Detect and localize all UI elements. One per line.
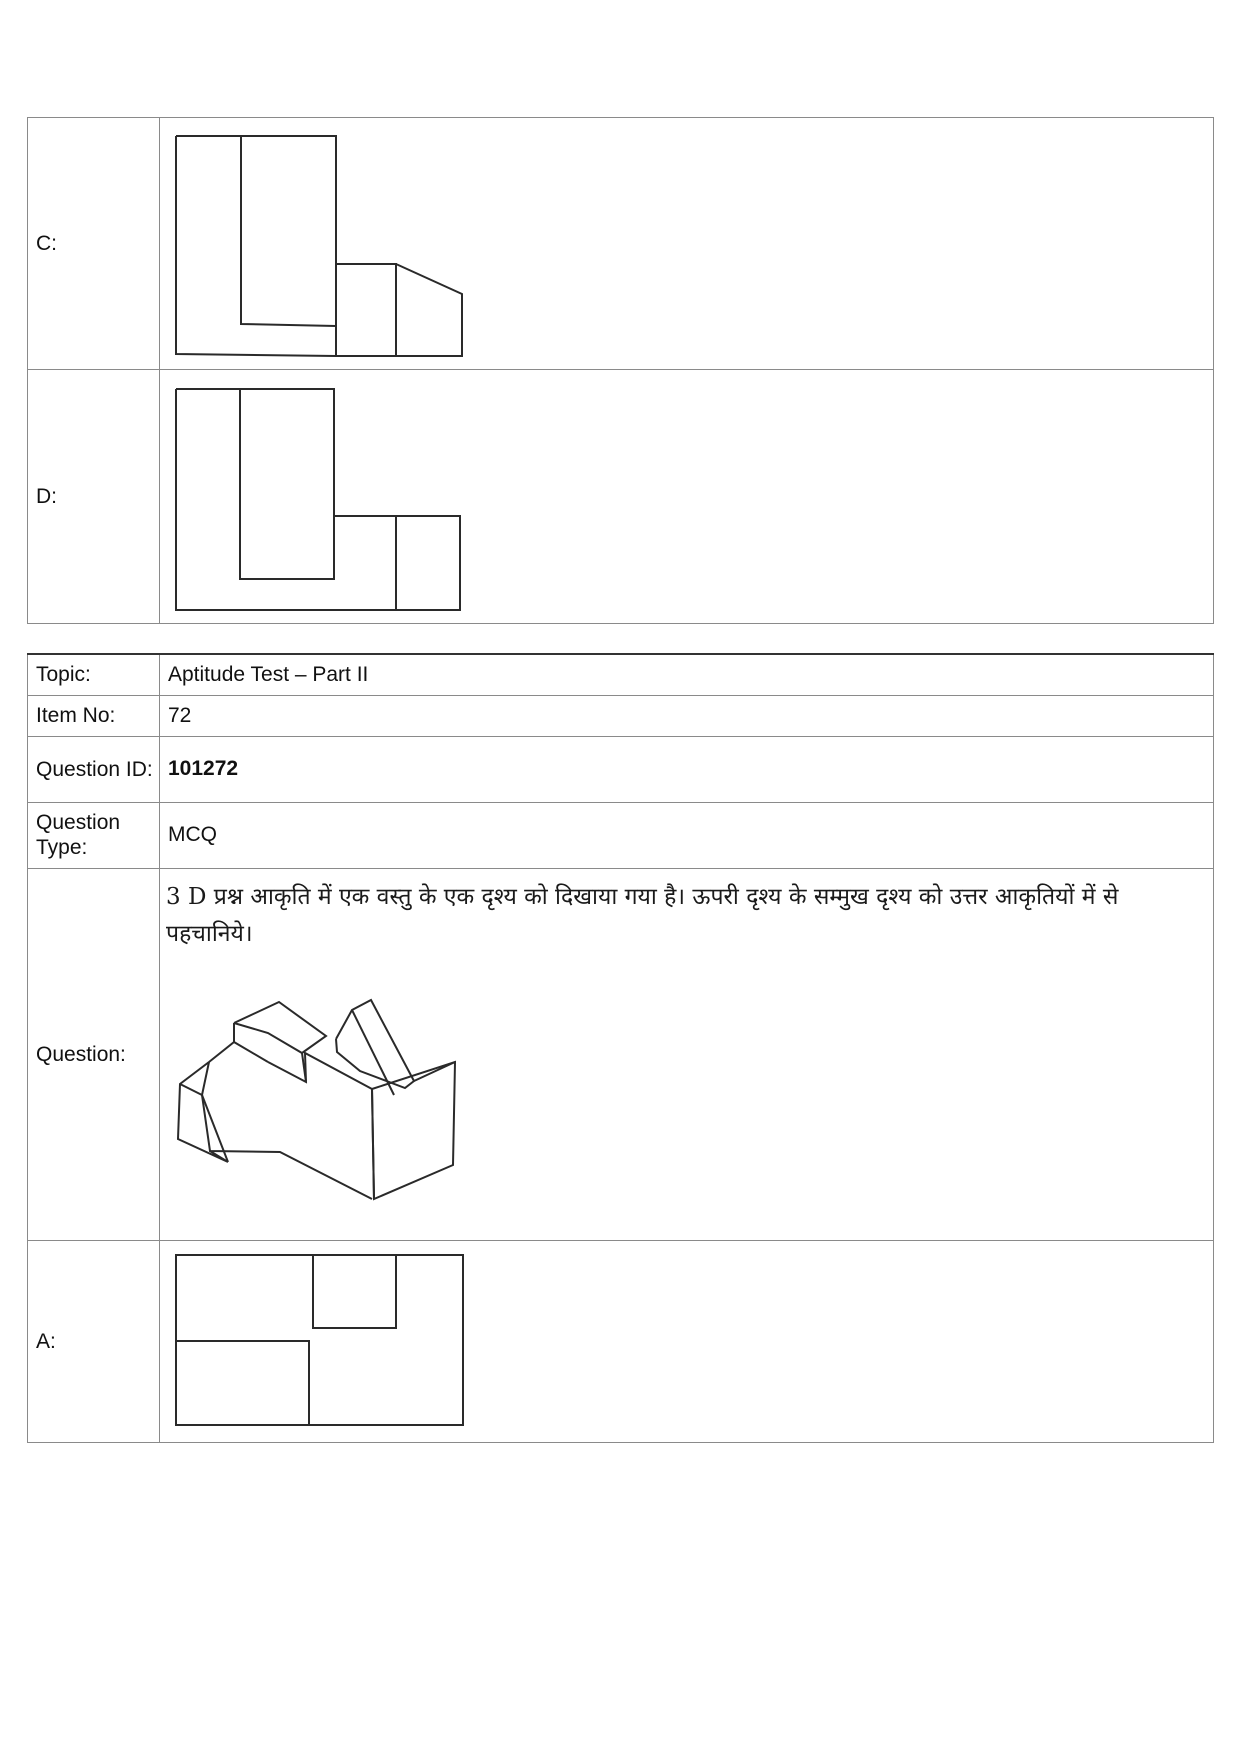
item-value: 72 [160,695,1214,736]
option-c-label: C: [28,118,160,370]
question-3d-figure [172,959,472,1209]
fin-base [414,1062,455,1081]
a-bottom-left-box [176,1341,309,1425]
fin [336,1000,414,1088]
option-a-figure [160,1241,480,1441]
option-row-c [28,118,1214,370]
wedge-left [178,1062,228,1162]
option-d-label: D: [28,370,160,624]
topic-label: Topic: [28,654,160,695]
bottom-outline [202,1062,372,1199]
qtype-label: Question Type: [28,802,160,868]
top-step-face [234,1002,326,1053]
option-a-label: A: [28,1240,160,1442]
wedge-top [180,1084,202,1095]
item-label: Item No: [28,695,160,736]
c-outer-right [176,136,336,356]
d-outer [176,389,460,610]
question-cell [160,868,1214,1240]
qtype-row [28,802,1214,868]
left-riser [209,1023,234,1062]
item-row [28,695,1214,736]
qid-label: Question ID: [28,736,160,802]
question-label: Question: [28,868,160,1240]
topic-value: Aptitude Test – Part II [160,654,1214,695]
question-table [27,653,1214,1443]
block-top-step [268,1053,372,1089]
option-row-a [28,1240,1214,1442]
option-c-figure-cell [160,118,1214,370]
option-row-d [28,370,1214,624]
c-small-box [336,264,396,356]
option-d-figure-cell [160,370,1214,624]
qtype-value: MCQ [160,802,1214,868]
option-a-figure-cell [160,1240,1214,1442]
qid-value: 101272 [160,736,1214,802]
options-table [27,117,1214,624]
question-text: 3 D प्रश्न आकृति में एक वस्तु के एक दृश्य को दिखाया गया है। ऊपरी दृश्य के सम्मुख दृश्य को उत्तर आकृतियों में से पहचानिये। [166,883,1119,947]
c-outer-left [176,136,336,356]
block-edge [372,1089,374,1199]
qid-row [28,736,1214,802]
question-row [28,868,1214,1240]
d-inner-rect [240,389,334,579]
option-d-figure [160,372,480,622]
c-inner-l [241,136,336,326]
topic-row [28,654,1214,695]
a-top-box [313,1255,396,1328]
option-c-figure [160,119,480,369]
c-trapezoid [396,264,462,356]
